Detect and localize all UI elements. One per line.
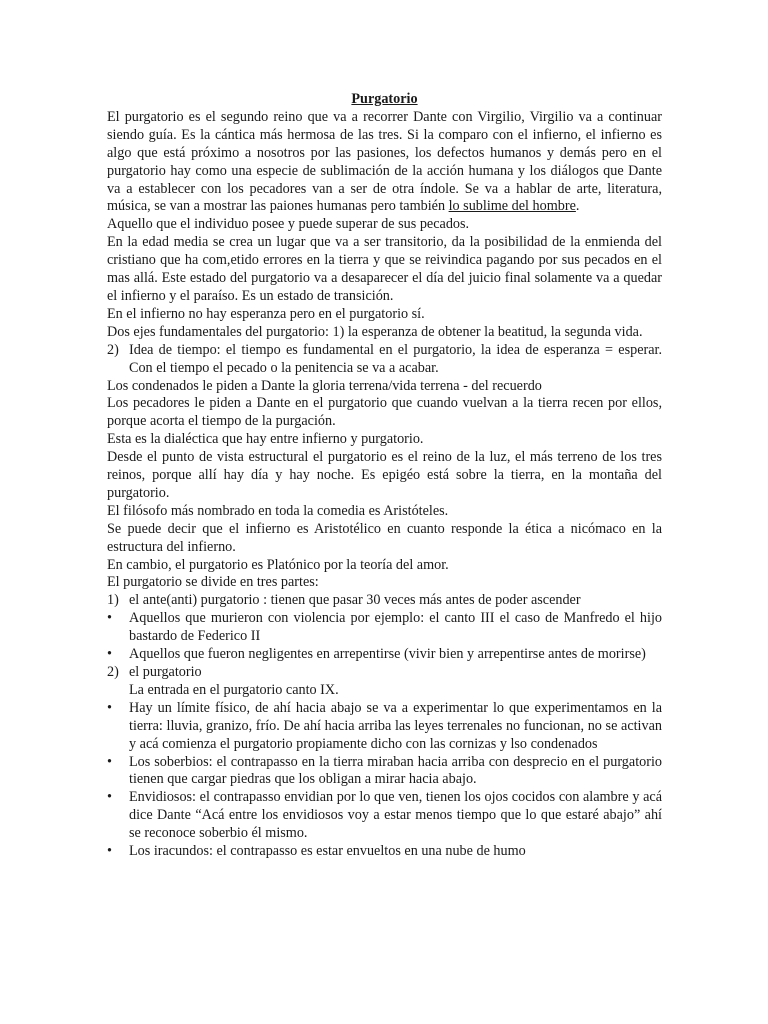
bullet-icon: • — [107, 843, 112, 860]
paragraph: Los pecadores le piden a Dante en el purgatorio que cuando vuelvan a la tierra recen por ellos, porque acorta el tiempo de la purgación. — [107, 395, 662, 430]
paragraph: Se puede decir que el infierno es Aristotélico en cuanto responde la ética a nicómaco en la estructura del infierno. — [107, 520, 662, 555]
paragraph: Dos ejes fundamentales del purgatorio: 1) la esperanza de obtener la beatitud, la segunda vida. — [107, 323, 643, 340]
item-number: 2) — [107, 664, 119, 680]
item-text: Aquellos que murieron con violencia por ejemplo: el canto III el caso de Manfredo el hijo bastardo de Federico II — [129, 610, 662, 645]
indented-line: La entrada en el purgatorio canto IX. — [129, 681, 339, 698]
bullet-item — [107, 843, 662, 861]
item-number: 2) — [107, 341, 119, 358]
page-title: Purgatorio — [351, 91, 418, 107]
bullet-icon: • — [107, 753, 112, 770]
item-text: Hay un límite físico, de ahí hacia abajo se va a experimentar lo que experimentamos en la tierra: lluvia, granizo, frío. De ahí hacia arriba las leyes terrenales no funcionan, no se activan y acá comienza el purgatorio propiamente dicho con las cornizas y lso condenados — [129, 699, 662, 752]
paragraph: Esta es la dialéctica que hay entre infierno y purgatorio. — [107, 431, 424, 448]
bullet-item — [107, 610, 662, 646]
bullet-item — [107, 646, 662, 664]
paragraph: En cambio, el purgatorio es Platónico por la teoría del amor. — [107, 556, 449, 573]
item-text: Envidiosos: el contrapasso envidian por lo que ven, tienen los ojos cocidos con alambre y acá dice Dante “Acá entre los envidiosos voy a estar menos tiempo que lo que estaré abajo” ahí se reconoce soberbio él mismo. — [129, 789, 662, 842]
item-text: Los iracundos: el contrapasso es estar envueltos en una nube de humo — [129, 843, 526, 860]
underlined-phrase: lo sublime del hombre — [448, 198, 576, 215]
item-text: Los soberbios: el contrapasso en la tierra miraban hacia arriba con desprecio en el purgatorio tienen que cargar piedras que los obligan a mirar hacia abajo. — [129, 753, 662, 788]
bullet-icon: • — [107, 610, 112, 627]
item-text: el purgatorio — [129, 664, 202, 680]
bullet-icon: • — [107, 646, 112, 663]
document-page — [107, 91, 662, 861]
paragraph: Aquello que el individuo posee y puede superar de sus pecados. — [107, 216, 470, 233]
item-number: 1) — [107, 592, 119, 609]
paragraph: El purgatorio se divide en tres partes: — [107, 574, 319, 591]
numbered-item — [107, 592, 662, 610]
paragraph: En el infierno no hay esperanza pero en el purgatorio sí. — [107, 305, 425, 322]
numbered-item — [107, 664, 662, 682]
bullet-icon: • — [107, 789, 112, 806]
bullet-item — [107, 789, 662, 843]
paragraph-intro — [107, 109, 662, 216]
bullet-item — [107, 700, 662, 754]
paragraph: El filósofo más nombrado en toda la comedia es Aristóteles. — [107, 502, 449, 519]
bullet-icon: • — [107, 699, 112, 716]
numbered-item — [107, 342, 662, 378]
paragraph: Los condenados le piden a Dante la gloria terrena/vida terrena - del recuerdo — [107, 377, 542, 394]
item-text: el ante(anti) purgatorio : tienen que pasar 30 veces más antes de poder ascender — [129, 592, 581, 609]
item-text: Idea de tiempo: el tiempo es fundamental en el purgatorio, la idea de esperanza = esperar. Con el tiempo el pecado o la penitencia se va a acabar. — [129, 341, 662, 376]
item-text: Aquellos que fueron negligentes en arrepentirse (vivir bien y arrepentirse antes de morirse) — [129, 646, 646, 663]
paragraph-intro-text: El purgatorio es el segundo reino que va a recorrer Dante con Virgilio, Virgilio va a continuar siendo guía. Es la cántica más hermosa de las tres. Si la comparo con el infierno, el infierno es algo que está próximo a nosotros por las pasiones, los defectos humanos y demás pero en el purgatorio hay como una especie de sublimación de la acción humana y los diálogos que Dante va a establecer con los pecadores van a ser de otra índole. Se va a hablar de arte, literatura, música, se van a mostrar las paiones humanas pero también — [107, 108, 662, 215]
paragraph-intro-end: . — [575, 198, 580, 215]
paragraph: En la edad media se crea un lugar que va a ser transitorio, da la posibilidad de la enmienda del cristiano que ha com,etido errores en la tierra y que se reivindica pagando por sus pecados en el mas allá. Este estado del purgatorio va a desaparecer el día del juicio final solamente va a quedar el infierno y el paraíso. Es un estado de transición. — [107, 234, 662, 304]
bullet-item — [107, 754, 662, 790]
paragraph: Desde el punto de vista estructural el purgatorio es el reino de la luz, el más terreno de los tres reinos, porque allí hay día y hay noche. Es epigéo está sobre la tierra, en la montaña del purgatorio. — [107, 449, 662, 501]
